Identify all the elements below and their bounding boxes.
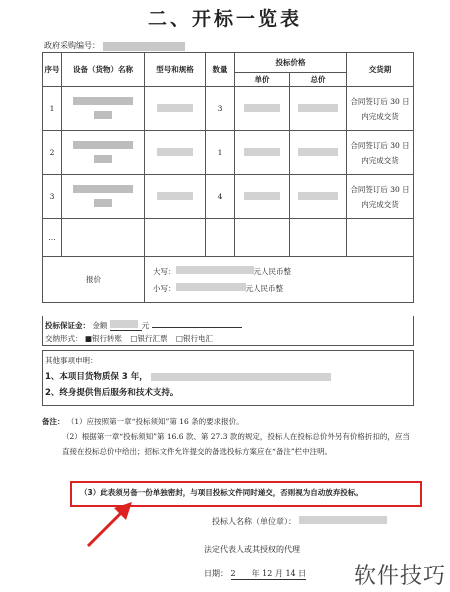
rep-line <box>204 544 300 555</box>
date-value: 2 年 12 月 14 日 <box>230 569 307 578</box>
other-item: 1、本项目货物质保 3 年， <box>45 372 148 382</box>
note-3: （3）此表须另备一份单独密封，与项目投标文件同时递交，否则视为自动放弃投标。 <box>80 488 363 497</box>
cell-qty: 3 <box>206 87 235 131</box>
date-line <box>204 568 306 580</box>
cell-seq: 2 <box>43 131 62 175</box>
bidder-line <box>212 516 387 527</box>
quote-upper-prefix: 大写： <box>153 266 176 276</box>
rep-label: 法定代表人或其授权的代理 <box>204 545 300 554</box>
cell-delivery: 合同签订后 30 日内完成交货 <box>347 131 414 175</box>
cell-delivery: 合同签订后 30 日内完成交货 <box>347 87 414 131</box>
date-label: 日期： <box>204 569 228 578</box>
deposit-option: □银行电汇 <box>175 334 213 343</box>
deposit-option: □银行汇票 <box>130 334 168 343</box>
header-seq: 序号 <box>43 53 62 87</box>
header-qty: 数量 <box>206 53 235 87</box>
deposit-label: 投标保证金： <box>45 321 90 330</box>
watermark: 软件技巧 <box>353 564 446 589</box>
procurement-number-label: 政府采购编号： <box>44 41 100 50</box>
header-bid-price: 投标价格 <box>235 53 347 73</box>
quote-label: 报价 <box>43 257 145 303</box>
other-label: 其他事项申明： <box>45 356 98 365</box>
cell-qty: 1 <box>206 131 235 175</box>
cell-qty: 4 <box>206 175 235 219</box>
deposit-amount-prefix: 金额 <box>92 321 108 330</box>
quote-lower-prefix: 小写： <box>153 283 176 293</box>
cell-delivery: 合同签订后 30 日内完成交货 <box>347 175 414 219</box>
notes-label: 备注： <box>42 417 65 426</box>
page-title: 二、开标一览表 <box>147 8 302 30</box>
header-delivery: 交货期 <box>347 53 414 87</box>
deposit-form-label: 交纳形式： <box>45 334 83 343</box>
bidder-label: 投标人名称（单位章）： <box>212 517 296 526</box>
header-total-price: 总价 <box>290 73 347 87</box>
quote-upper-suffix: 元人民币整 <box>253 266 291 276</box>
deposit-amount-suffix: 元 <box>141 321 150 330</box>
quote-lower-suffix: 元人民币整 <box>245 283 283 293</box>
cell-seq: … <box>43 219 62 257</box>
header-unit-price: 单价 <box>235 73 290 87</box>
cell-seq: 3 <box>43 175 62 219</box>
note-1: （1）应按照第一章“投标须知”第 16 条的要求报价。 <box>66 417 244 426</box>
header-model: 型号和规格 <box>145 53 206 87</box>
deposit-option: ■银行转账 <box>84 334 122 343</box>
cell-seq: 1 <box>43 87 62 131</box>
note-2: （2）根据第一章“投标须知”第 16.6 款、第 27.3 款的规定，投标人在投标总价外另有价格折扣的，应当直接在投标总价中给出；招标文件允许提交的备选投标方案应在“备注”栏中注明。 <box>62 432 410 456</box>
other-item: 2、终身提供售后服务和技术支持。 <box>45 388 179 398</box>
header-equipment: 设备（货物）名称 <box>62 53 145 87</box>
